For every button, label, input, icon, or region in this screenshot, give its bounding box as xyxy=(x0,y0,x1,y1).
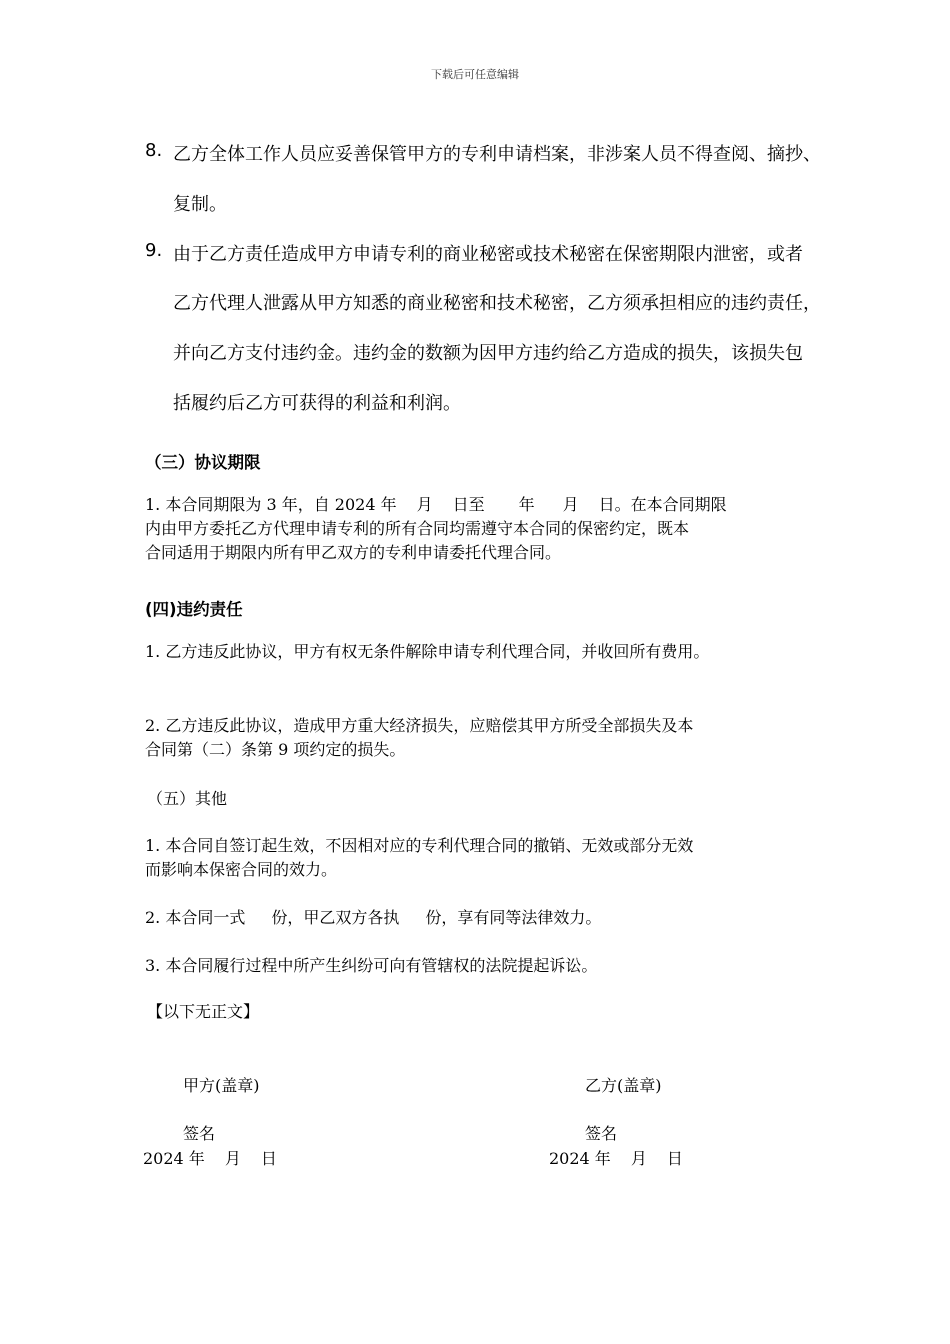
party-b-seal-label: 乙方(盖章) xyxy=(585,1076,662,1095)
section-4-heading: (四)违约责任 xyxy=(145,600,243,619)
item-9-line-3: 并向乙方支付违约金。违约金的数额为因甲方违约给乙方造成的损失，该损失包 xyxy=(173,343,803,364)
section-3-heading: （三）协议期限 xyxy=(145,453,261,472)
section-3-paragraph-1 xyxy=(145,493,727,565)
item-8-line-1: 乙方全体工作人员应妥善保管甲方的专利申请档案，非涉案人员不得查阅、摘抄、 xyxy=(173,144,821,165)
section-5-paragraph-2: 2. 本合同一式 份，甲乙双方各执 份，享有同等法律效力。 xyxy=(145,908,602,927)
item-9-line-2: 乙方代理人泄露从甲方知悉的商业秘密和技术秘密，乙方须承担相应的违约责任， xyxy=(173,293,821,314)
section-5-paragraph-3: 3. 本合同履行过程中所产生纠纷可向有管辖权的法院提起诉讼。 xyxy=(145,956,598,975)
section-3-p1-line-1: 1. 本合同期限为 3 年，自 2024 年 月 日至 年 月 日。在本合同期限 xyxy=(145,495,727,514)
section-3-p1-line-2: 内由甲方委托乙方代理申请专利的所有合同均需遵守本合同的保密约定，既本 xyxy=(145,519,690,538)
party-b-date: 2024 年 月 日 xyxy=(549,1149,683,1168)
section-5-paragraph-1: 1. 本合同自签订起生效，不因相对应的专利代理合同的撤销、无效或部分无效 而影响本保密合同的效力。 xyxy=(145,836,694,879)
item-9-line-4: 括履约后乙方可获得的利益和利润。 xyxy=(173,393,461,414)
section-3-p1-line-3: 合同适用于期限内所有甲乙双方的专利申请委托代理合同。 xyxy=(145,543,562,562)
section-4-paragraph-2: 2. 乙方违反此协议，造成甲方重大经济损失，应赔偿其甲方所受全部损失及本 合同第（二）条第 9 项约定的损失。 xyxy=(145,716,694,759)
section-4-paragraph-1: 1. 乙方违反此协议，甲方有权无条件解除申请专利代理合同，并收回所有费用。 xyxy=(145,642,710,661)
item-9-number: 9. xyxy=(145,240,163,261)
party-a-seal-label: 甲方(盖章) xyxy=(183,1076,260,1095)
section-5-heading: （五）其他 xyxy=(147,789,228,808)
item-8-number: 8. xyxy=(145,140,163,161)
item-9-line-1: 由于乙方责任造成甲方申请专利的商业秘密或技术秘密在保密期限内泄密，或者 xyxy=(173,244,803,265)
party-b-sign-label: 签名 xyxy=(585,1124,618,1143)
end-of-text-note: 【以下无正文】 xyxy=(147,1002,260,1021)
page-header: 下载后可任意编辑 xyxy=(431,68,519,81)
party-a-date: 2024 年 月 日 xyxy=(143,1149,277,1168)
party-a-sign-label: 签名 xyxy=(183,1124,216,1143)
item-8-line-2: 复制。 xyxy=(173,194,227,215)
